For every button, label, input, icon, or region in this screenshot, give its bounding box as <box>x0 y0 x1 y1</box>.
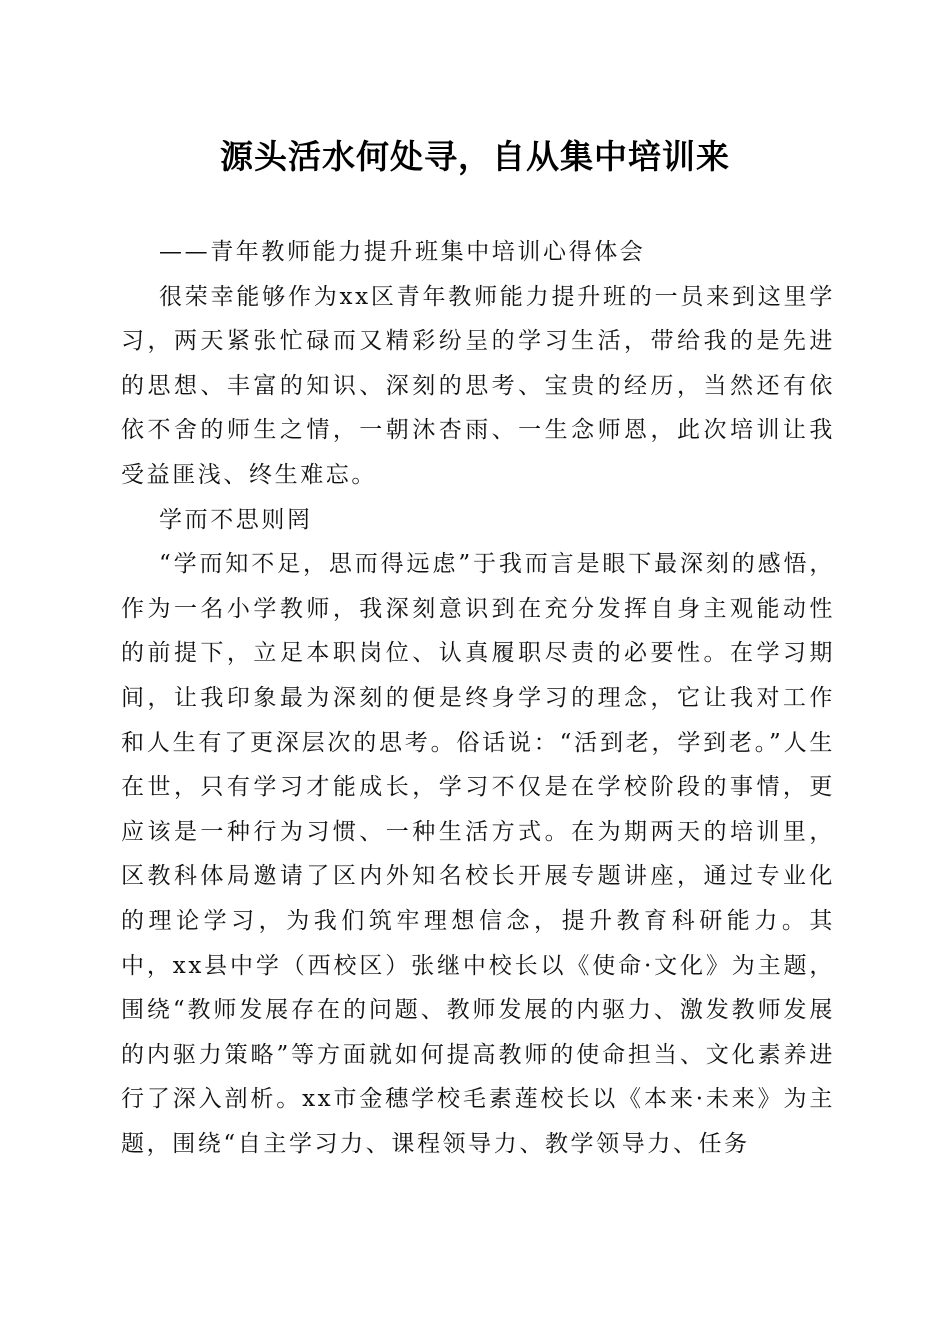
document-body <box>121 230 835 1166</box>
document-subtitle: ——青年教师能力提升班集中培训心得体会 <box>159 239 646 265</box>
paragraph-intro: 很荣幸能够作为xx区青年教师能力提升班的一员来到这里学习，两天紧张忙碌而又精彩纷呈的学习生活，带给我的是先进的思想、丰富的知识、深刻的思考、宝贵的经历，当然还有依依不舍的师生之情，一朝沐杏雨、一生念师恩，此次培训让我受益匪浅、终生难忘。 <box>121 283 835 488</box>
document-title: 源头活水何处寻，自从集中培训来 <box>220 137 730 176</box>
paragraph-body: “学而知不足，思而得远虑”于我而言是眼下最深刻的感悟，作为一名小学教师，我深刻意识到在充分发挥自身主观能动性的前提下，立足本职岗位、认真履职尽责的必要性。在学习期间，让我印象最为深刻的便是终身学习的理念，它让我对工作和人生有了更深层次的思考。俗话说：“活到老，学到老。”人生在世，只有学习才能成长，学习不仅是在学校阶段的事情，更应该是一种行为习惯、一种生活方式。在为期两天的培训里，区教科体局邀请了区内外知名校长开展专题讲座，通过专业化的理论学习，为我们筑牢理想信念，提升教育科研能力。其中，xx县中学（西校区）张继中校长以《使命·文化》为主题，围绕“教师发展存在的问题、教师发展的内驱力、激发教师发展的内驱力策略”等方面就如何提高教师的使命担当、文化素养进行了深入剖析。xx市金穗学校毛素莲校长以《本来·未来》为主题，围绕“自主学习力、课程领导力、教学领导力、任务 <box>121 551 835 1157</box>
section-heading: 学而不思则罔 <box>159 506 313 533</box>
